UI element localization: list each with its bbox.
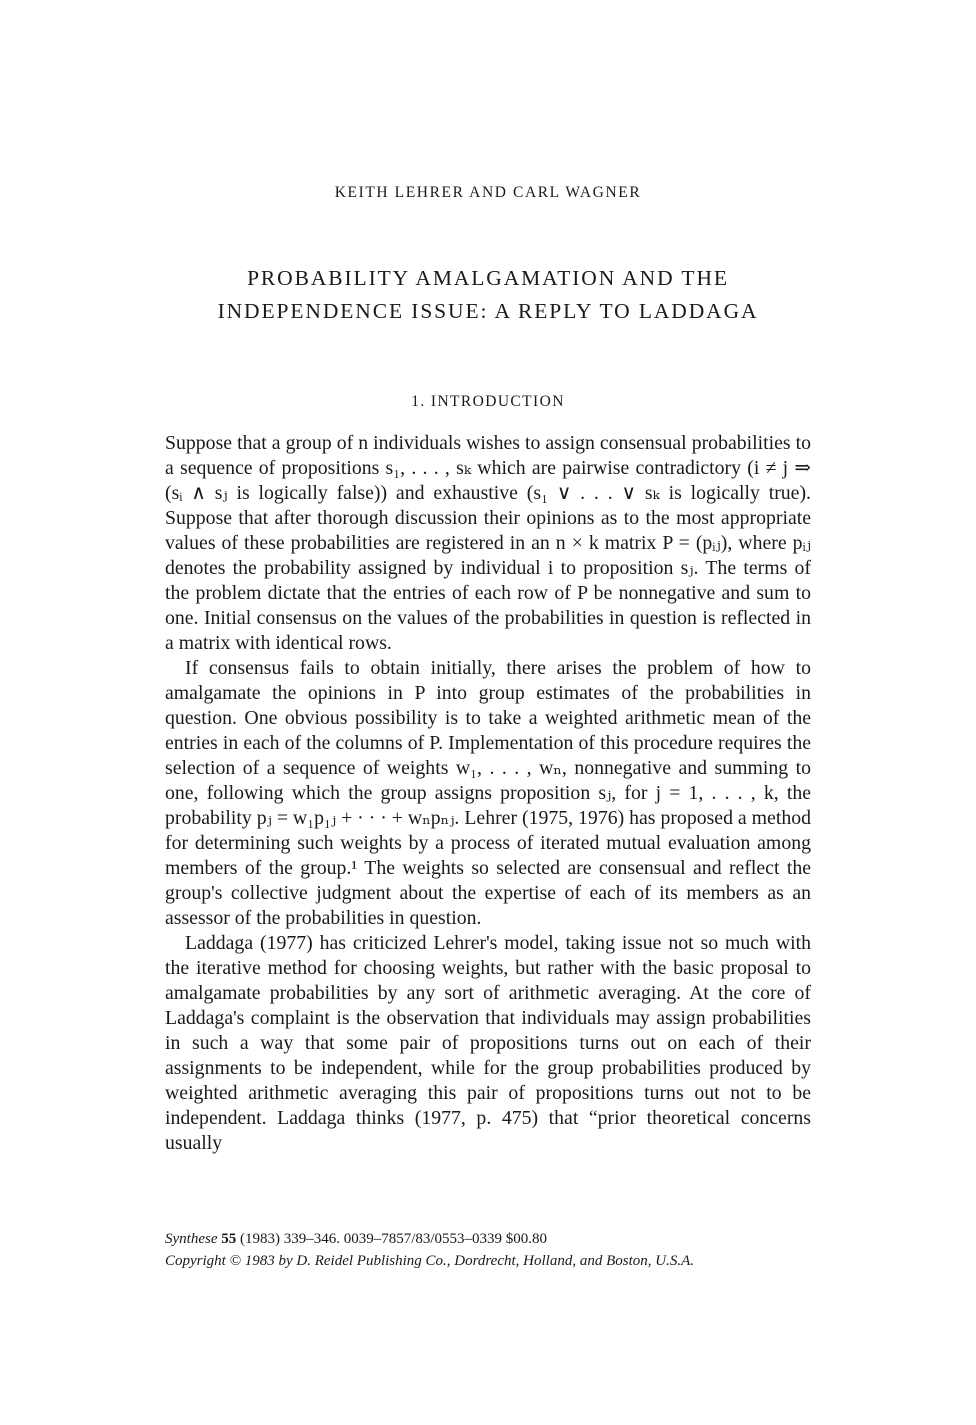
paragraph: Suppose that a group of n individuals wishes to assign consensual probabilities to a sequence of propositions s₁, . . . , sₖ which are pairwise contradictory (i ≠ j ⇒ (sᵢ ∧ sⱼ is logically false)) and exhaustive (s₁ ∨ . . . ∨ sₖ is logically true). Suppose that after thorough discussion their opinions as to the most appropriate values of these probabilities are registered in an n × k matrix P = (pᵢⱼ), where pᵢⱼ denotes the probability assigned by individual i to proposition sⱼ. The terms of the problem dictate that the entries of each row of P be nonnegative and sum to one. Initial consensus on the values of the probabilities in question is reflected in a matrix with identical rows.: [165, 432, 811, 654]
publication-footer: [165, 1228, 845, 1272]
citation-details: (1983) 339–346. 0039–7857/83/0553–0339 $00.80: [239, 1231, 548, 1247]
journal-name: Synthese: [165, 1231, 218, 1247]
copyright-notice: Copyright © 1983 by D. Reidel Publishing Co., Dordrecht, Holland, and Boston, U.S.A.: [165, 1253, 694, 1269]
citation-line: [165, 1228, 845, 1250]
article-title-line-2: INDEPENDENCE ISSUE: A REPLY TO LADDAGA: [217, 299, 759, 323]
author-names: KEITH LEHRER AND CARL WAGNER: [334, 184, 642, 201]
journal-volume: 55: [221, 1231, 237, 1247]
body-text: [165, 431, 811, 1156]
paragraph: If consensus fails to obtain initially, there arises the problem of how to amalgamate the opinions in P into group estimates of the probabilities in question. One obvious possibility is to take a weighted arithmetic mean of the entries in each of the columns of P. Implementation of this procedure requires the selection of a sequence of weights w₁, . . . , wₙ, nonnegative and summing to one, following which the group assigns proposition sⱼ, for j = 1, . . . , k, the probability pⱼ = w₁p₁ⱼ + · · · + wₙpₙⱼ. Lehrer (1975, 1976) has proposed a method for determining such weights by a process of iterated mutual evaluation among members of the group.¹ The weights so selected are consensual and reflect the group's collective judgment about the expertise of each of its members as an assessor of the probabilities in question.: [165, 657, 811, 929]
paragraph: Laddaga (1977) has criticized Lehrer's model, taking issue not so much with the iterative method for choosing weights, but rather with the basic proposal to amalgamate probabilities by any sort of arithmetic averaging. At the core of Laddaga's complaint is the observation that individuals may assign probabilities in such a way that some pair of propositions turns out on each of their assignments to be independent, while for the group probabilities produced by weighted arithmetic averaging this pair of propositions turns out not to be independent. Laddaga thinks (1977, p. 475) that “prior theoretical concerns usually: [165, 932, 811, 1154]
article-title: [0, 262, 976, 328]
article-title-line-1: PROBABILITY AMALGAMATION AND THE: [247, 266, 729, 290]
section-heading: 1. INTRODUCTION: [411, 393, 565, 410]
